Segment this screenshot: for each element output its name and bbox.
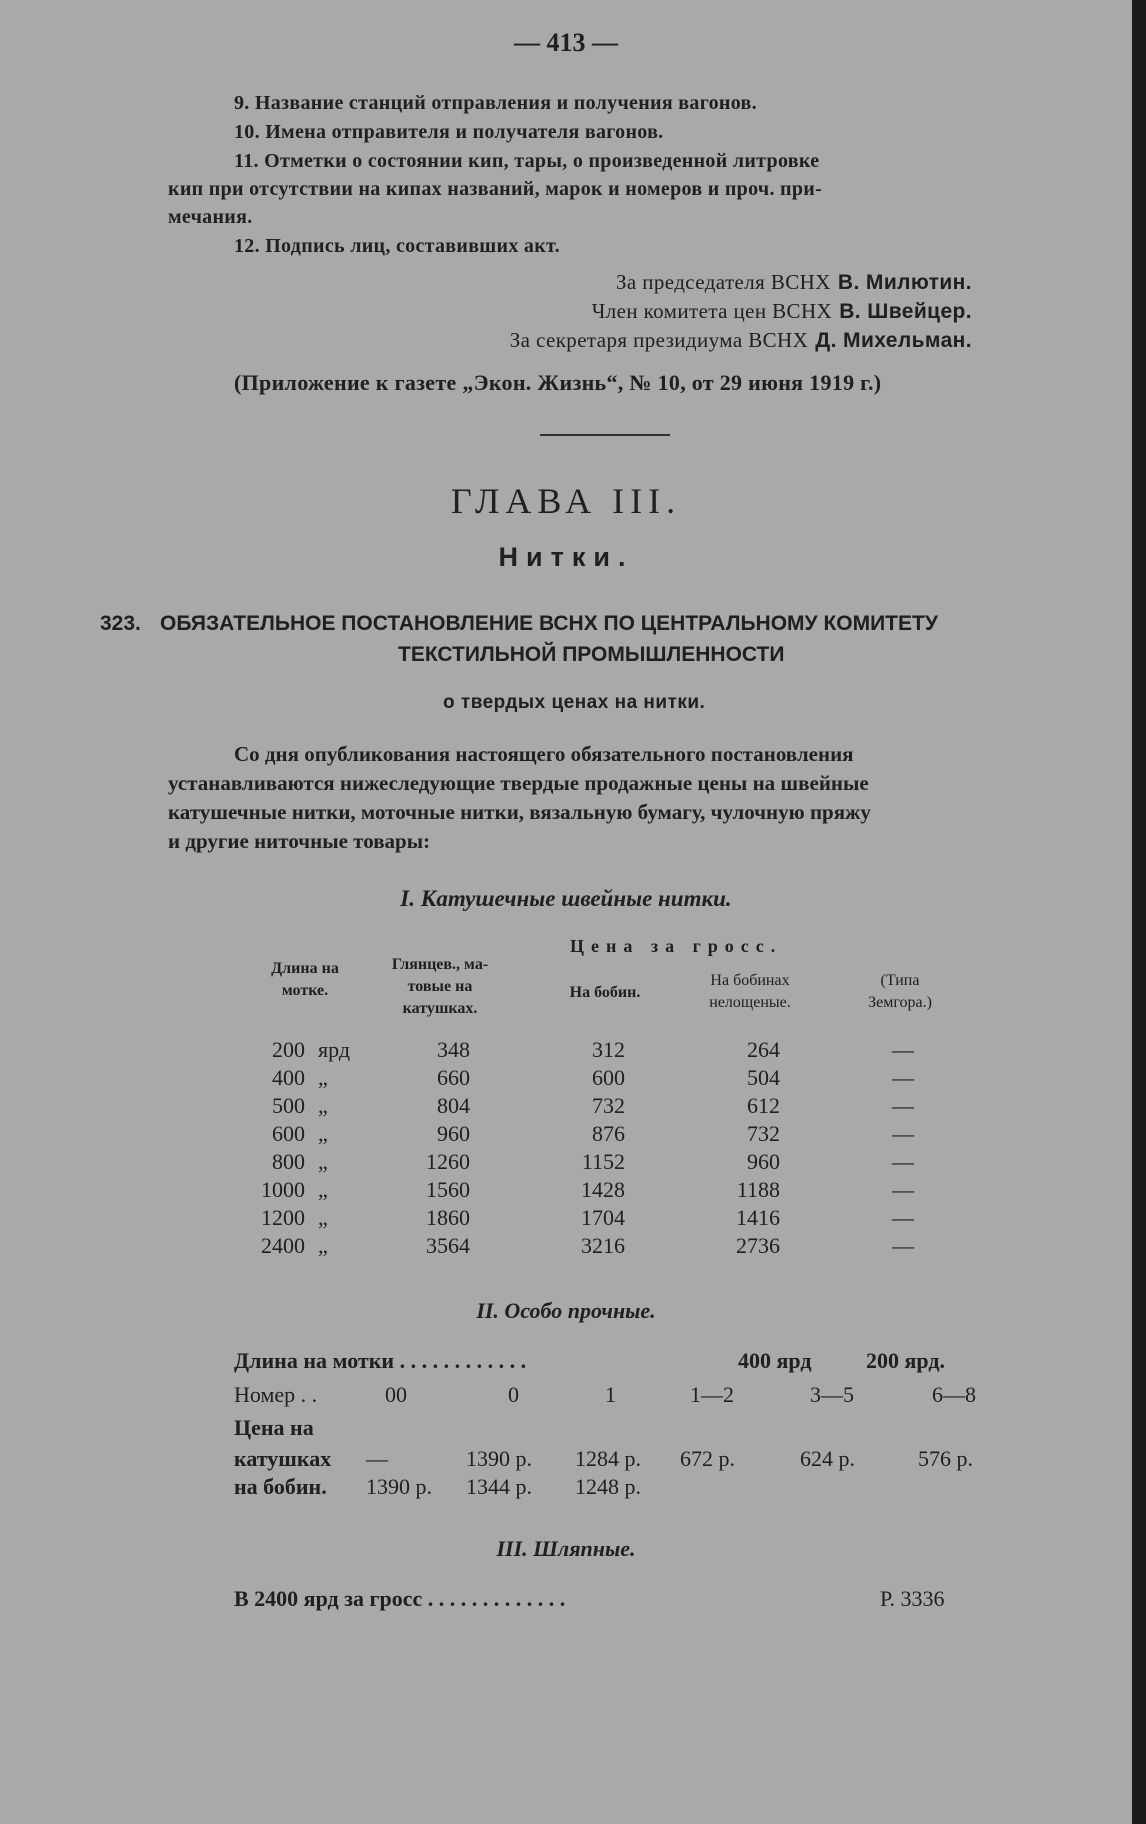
list-item-9: 9. Название станций отправления и получения вагонов. [234, 92, 757, 114]
page-number: — 413 — [514, 28, 618, 57]
signature-name: Д. Михельман. [815, 329, 972, 352]
cell-unit: „ [318, 1177, 328, 1202]
appendix-note: (Приложение к газете „Экон. Жизнь“, № 10, от 29 июня 1919 г.) [234, 370, 882, 395]
cell-glossy: 1860 [426, 1205, 470, 1230]
signature-1 [616, 270, 972, 295]
cell-glossy: 348 [437, 1037, 470, 1062]
cell-zemgor: — [892, 1205, 914, 1230]
spool-price-1: 1284 р. [575, 1446, 641, 1471]
cell-zemgor: — [892, 1177, 914, 1202]
section3-line-label: В 2400 ярд за гросс . . . . . . . . . . . . . [234, 1586, 566, 1611]
list-item-11: 11. Отметки о состоянии кип, тары, о произведенной литровке [234, 150, 820, 172]
cell-zemgor: — [892, 1065, 914, 1090]
spool-price-0: 1390 р. [466, 1446, 532, 1471]
cell-zemgor: — [892, 1037, 914, 1062]
list-item-10: 10. Имена отправителя и получателя вагонов. [234, 121, 664, 143]
cell-glossy: 660 [437, 1065, 470, 1090]
chapter-subtitle: Нитки. [498, 542, 634, 572]
decree-title-line1: ОБЯЗАТЕЛЬНОЕ ПОСТАНОВЛЕНИЕ ВСНХ ПО ЦЕНТРАЛЬНОМУ КОМИТЕТУ [160, 612, 938, 635]
decree-body-1: Со дня опубликования настоящего обязательного постановления [234, 742, 854, 766]
cell-bobbin: 1704 [581, 1205, 625, 1230]
cell-length: 2400 [261, 1233, 305, 1258]
length-label: Длина на мотки . . . . . . . . . . . . [234, 1348, 527, 1373]
cell-zemgor: — [892, 1093, 914, 1118]
cell-unglossed: 612 [747, 1093, 780, 1118]
cell-unglossed: 1416 [736, 1205, 780, 1230]
cell-bobbin: 312 [592, 1037, 625, 1062]
divider [540, 434, 670, 436]
cell-length: 200 [272, 1037, 305, 1062]
cell-unglossed: 960 [747, 1149, 780, 1174]
cell-bobbin: 1152 [581, 1149, 625, 1174]
cell-glossy: 3564 [426, 1233, 470, 1258]
cell-unglossed: 264 [747, 1037, 780, 1062]
cell-length: 1000 [261, 1177, 305, 1202]
number-1: 1 [605, 1382, 616, 1407]
cell-glossy: 1260 [426, 1149, 470, 1174]
spool-price-00: — [366, 1446, 388, 1471]
list-item-12: 12. Подпись лиц, составивших акт. [234, 235, 560, 257]
number-6-8: 6—8 [932, 1382, 976, 1407]
cell-unit: „ [318, 1233, 328, 1258]
section1-title: I. Катушечные швейные нитки. [400, 886, 732, 911]
number-3-5: 3—5 [810, 1382, 854, 1407]
length-value-2: 200 ярд. [866, 1348, 945, 1373]
cell-unglossed: 504 [747, 1065, 780, 1090]
cell-unglossed: 732 [747, 1121, 780, 1146]
bobbin-price-1: 1248 р. [575, 1474, 641, 1499]
cell-unit: „ [318, 1149, 328, 1174]
cell-bobbin: 1428 [581, 1177, 625, 1202]
cell-bobbin: 732 [592, 1093, 625, 1118]
cell-glossy: 804 [437, 1093, 470, 1118]
col-header-length: Длина на мотке. [271, 960, 339, 999]
cell-unglossed: 2736 [736, 1233, 780, 1258]
section3-line-value: Р. 3336 [880, 1586, 945, 1611]
bobbin-label: на бобин. [234, 1474, 327, 1499]
decree-number: 323. [100, 612, 141, 635]
section3-title: III. Шляпные. [496, 1536, 636, 1561]
col-header-glossy: Глянцев., ма- товые на катушках. [391, 956, 489, 1017]
number-label: Номер . . [234, 1382, 318, 1407]
number-1-2: 1—2 [690, 1382, 734, 1407]
spool-label: катушках [234, 1446, 332, 1471]
cell-length: 500 [272, 1093, 305, 1118]
cell-glossy: 1560 [426, 1177, 470, 1202]
cell-zemgor: — [892, 1233, 914, 1258]
bobbin-price-00: 1390 р. [366, 1474, 432, 1499]
cell-zemgor: — [892, 1121, 914, 1146]
signature-role: Член комитета цен ВСНХ [591, 299, 833, 323]
signature-name: В. Швейцер. [839, 300, 972, 323]
cell-unit: ярд [318, 1037, 351, 1062]
decree-body-2: устанавливаются нижеследующие твердые продажные цены на швейные [168, 771, 869, 795]
cell-unit: „ [318, 1121, 328, 1146]
spool-price-6-8: 576 р. [918, 1446, 973, 1471]
number-00: 00 [385, 1382, 407, 1407]
number-0: 0 [508, 1382, 519, 1407]
col-header-unglossed: На бобинах нелощеные. [709, 972, 791, 1011]
length-value-1: 400 ярд [738, 1348, 812, 1373]
col-header-zemgor: (Типа Земгора.) [868, 972, 932, 1011]
cell-length: 800 [272, 1149, 305, 1174]
spool-price-3-5: 624 р. [800, 1446, 855, 1471]
cell-bobbin: 600 [592, 1065, 625, 1090]
cell-zemgor: — [892, 1149, 914, 1174]
chapter-title: ГЛАВА III. [450, 481, 682, 521]
price-label: Цена на [234, 1415, 314, 1440]
col-header-bobbin: На бобин. [569, 984, 641, 1001]
section2-title: II. Особо прочные. [476, 1298, 656, 1323]
price-header: Цена за гросс. [570, 936, 783, 956]
signature-role: За секретаря президиума ВСНХ [509, 328, 809, 352]
cell-length: 400 [272, 1065, 305, 1090]
cell-glossy: 960 [437, 1121, 470, 1146]
signature-3 [510, 328, 972, 353]
decree-title-line2: ТЕКСТИЛЬНОЙ ПРОМЫШЛЕННОСТИ [398, 643, 785, 666]
cell-unglossed: 1188 [736, 1177, 780, 1202]
signature-2 [592, 299, 972, 324]
cell-bobbin: 3216 [581, 1233, 625, 1258]
cell-unit: „ [318, 1205, 328, 1230]
cell-unit: „ [318, 1093, 328, 1118]
spool-price-1-2: 672 р. [680, 1446, 735, 1471]
list-item-11-end: мечания. [168, 206, 253, 228]
cell-bobbin: 876 [592, 1121, 625, 1146]
list-item-11-cont: кип при отсутствии на кипах названий, марок и номеров и проч. при- [168, 178, 823, 200]
bobbin-price-0: 1344 р. [466, 1474, 532, 1499]
cell-length: 1200 [261, 1205, 305, 1230]
signature-role: За председателя ВСНХ [615, 270, 831, 294]
cell-length: 600 [272, 1121, 305, 1146]
decree-body-3: катушечные нитки, моточные нитки, вязальную бумагу, чулочную пряжу [168, 800, 871, 824]
cell-unit: „ [318, 1065, 328, 1090]
decree-subtitle: о твердых ценах на нитки. [443, 692, 706, 713]
decree-body-4: и другие ниточные товары: [168, 829, 431, 853]
signature-name: В. Милютин. [837, 271, 972, 294]
